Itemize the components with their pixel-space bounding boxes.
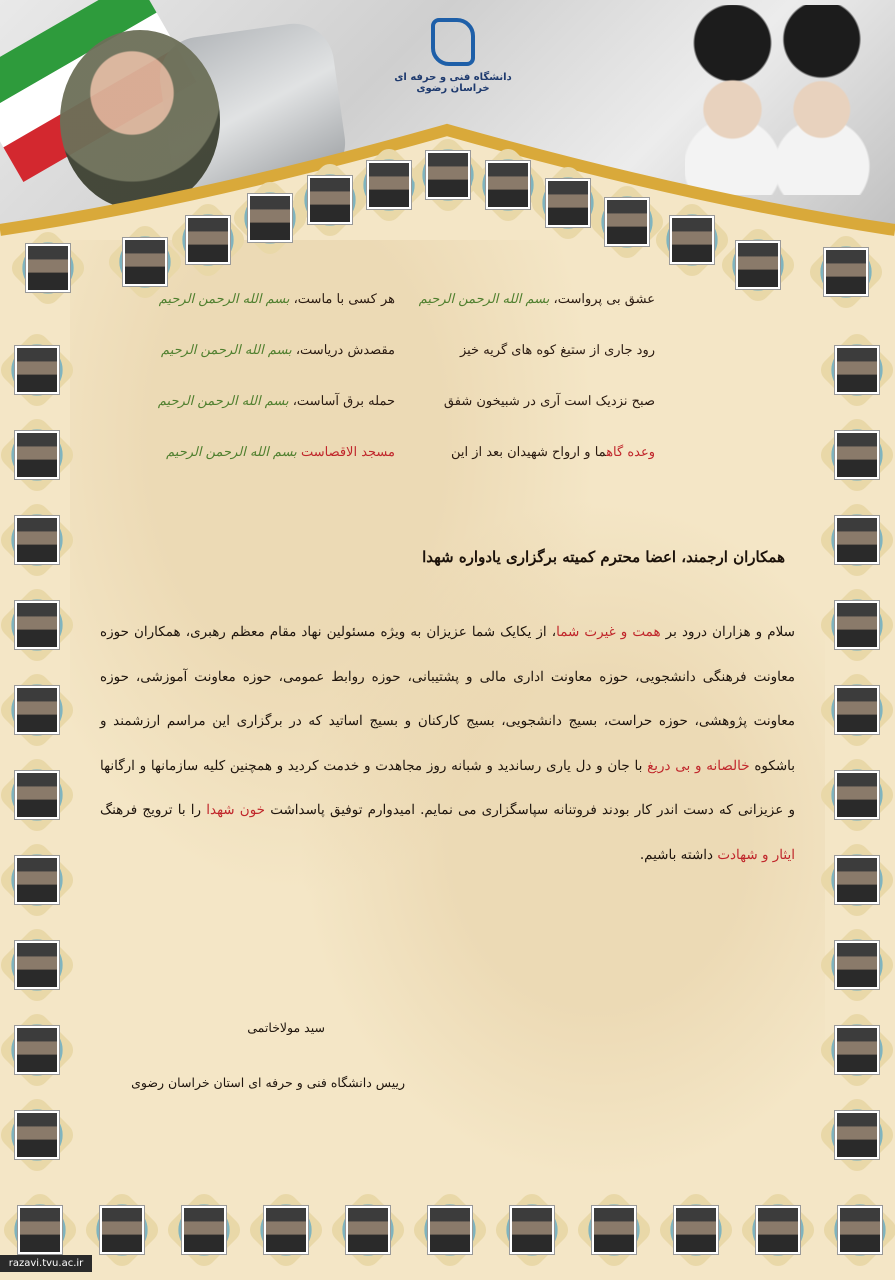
poem-line: وعده گاهما و ارواح شهیدان بعد از این: [450, 445, 655, 460]
letter-body: [100, 610, 795, 877]
poem-line: هر کسی با ماست، بسم الله الرحمن الرحیم: [158, 292, 395, 307]
logo-mark-icon: [431, 18, 475, 66]
martyr-photo: [15, 686, 59, 734]
letter-heading: همکاران ارجمند، اعضا محترم کمیته برگزاری یادواره شهدا: [422, 548, 785, 566]
martyr-photo: [486, 161, 530, 209]
martyr-photo: [838, 1206, 882, 1254]
letter-paragraph: سلام و هزاران درود بر همت و غیرت شما، از یکایک شما عزیزان به ویژه مسئولین نهاد مقام معظم رهبری، همکاران حوزه معاونت فرهنگی دانشجویی، حوزه معاونت اداری مالی و پشتیبانی، حوزه روابط عمومی، حوزه معاونت آموزشی، حوزه معاونت پژوهشی، حوزه حراست، بسیج دانشجویی، بسیج کارکنان و بسیج اساتید که در برگزاری این مراسم ارزشمند و باشکوه خالصانه و بی دریغ با جان و دل یاری رساندید و شبانه روز مجاهدت و خدمت کردید و همچنین کلیه سازمانها و ارگانها و عزیزانی که دست اندر کار بودند فروتنانه سپاسگزاری می نمایم. امیدوارم توفیق پاسداشت خون شهدا را با ترویج فرهنگ ایثار و شهادت داشته باشیم.: [100, 624, 796, 863]
martyr-photo: [835, 346, 879, 394]
martyr-photo: [835, 771, 879, 819]
martyr-photo: [835, 941, 879, 989]
martyr-photo: [835, 686, 879, 734]
poem-line: مقصدش دریاست، بسم الله الرحمن الرحیم: [161, 343, 395, 358]
signature-name: سید مولاخاتمی: [247, 1020, 325, 1035]
martyr-photo: [26, 244, 70, 292]
martyr-photo: [426, 151, 470, 199]
martyr-photo: [835, 516, 879, 564]
martyr-photo: [736, 241, 780, 289]
martyr-photo: [835, 856, 879, 904]
martyr-photo: [428, 1206, 472, 1254]
martyr-photo: [15, 1111, 59, 1159]
poem-line: حمله برق آساست، بسم الله الرحمن الرحیم: [157, 394, 395, 409]
martyr-photo: [346, 1206, 390, 1254]
martyr-photo: [592, 1206, 636, 1254]
poem-line: رود جاری از ستیغ کوه های گریه خیز: [459, 343, 655, 358]
martyr-photo: [674, 1206, 718, 1254]
martyr-photo: [15, 516, 59, 564]
martyr-photo: [15, 1026, 59, 1074]
martyr-photo: [546, 179, 590, 227]
martyr-photo: [15, 346, 59, 394]
martyr-photo: [100, 1206, 144, 1254]
martyr-photo: [835, 431, 879, 479]
martyr-photo: [670, 216, 714, 264]
martyr-photo: [15, 856, 59, 904]
logo-text: دانشگاه فنی و حرفه ای خراسان رضوی: [394, 72, 512, 94]
martyr-photo: [367, 161, 411, 209]
poem-line: صبح نزدیک است آری در شبیخون شفق: [443, 394, 655, 409]
martyr-photo: [264, 1206, 308, 1254]
martyr-photo: [186, 216, 230, 264]
poem-right-column: [419, 274, 655, 478]
signature-title: رییس دانشگاه فنی و حرفه ای استان خراسان رضوی: [131, 1075, 405, 1090]
martyr-photo: [18, 1206, 62, 1254]
martyr-photo: [308, 176, 352, 224]
poem-left-column: [158, 274, 395, 478]
martyr-photo: [835, 1111, 879, 1159]
martyr-photo: [835, 601, 879, 649]
poem-line: مسجد الاقصاست بسم الله الرحمن الرحیم: [166, 445, 395, 460]
martyr-photo: [182, 1206, 226, 1254]
martyr-photo: [15, 771, 59, 819]
site-url-tag: razavi.tvu.ac.ir: [0, 1255, 92, 1272]
martyr-photo: [510, 1206, 554, 1254]
martyr-photo: [15, 431, 59, 479]
martyr-photo: [824, 248, 868, 296]
martyr-photo: [15, 941, 59, 989]
poem-line: عشق بی پرواست، بسم الله الرحمن الرحیم: [418, 292, 655, 307]
martyr-photo: [605, 198, 649, 246]
university-logo: [378, 18, 528, 118]
martyr-photo: [756, 1206, 800, 1254]
martyr-photo: [835, 1026, 879, 1074]
martyr-photo: [15, 601, 59, 649]
martyr-photo: [248, 194, 292, 242]
